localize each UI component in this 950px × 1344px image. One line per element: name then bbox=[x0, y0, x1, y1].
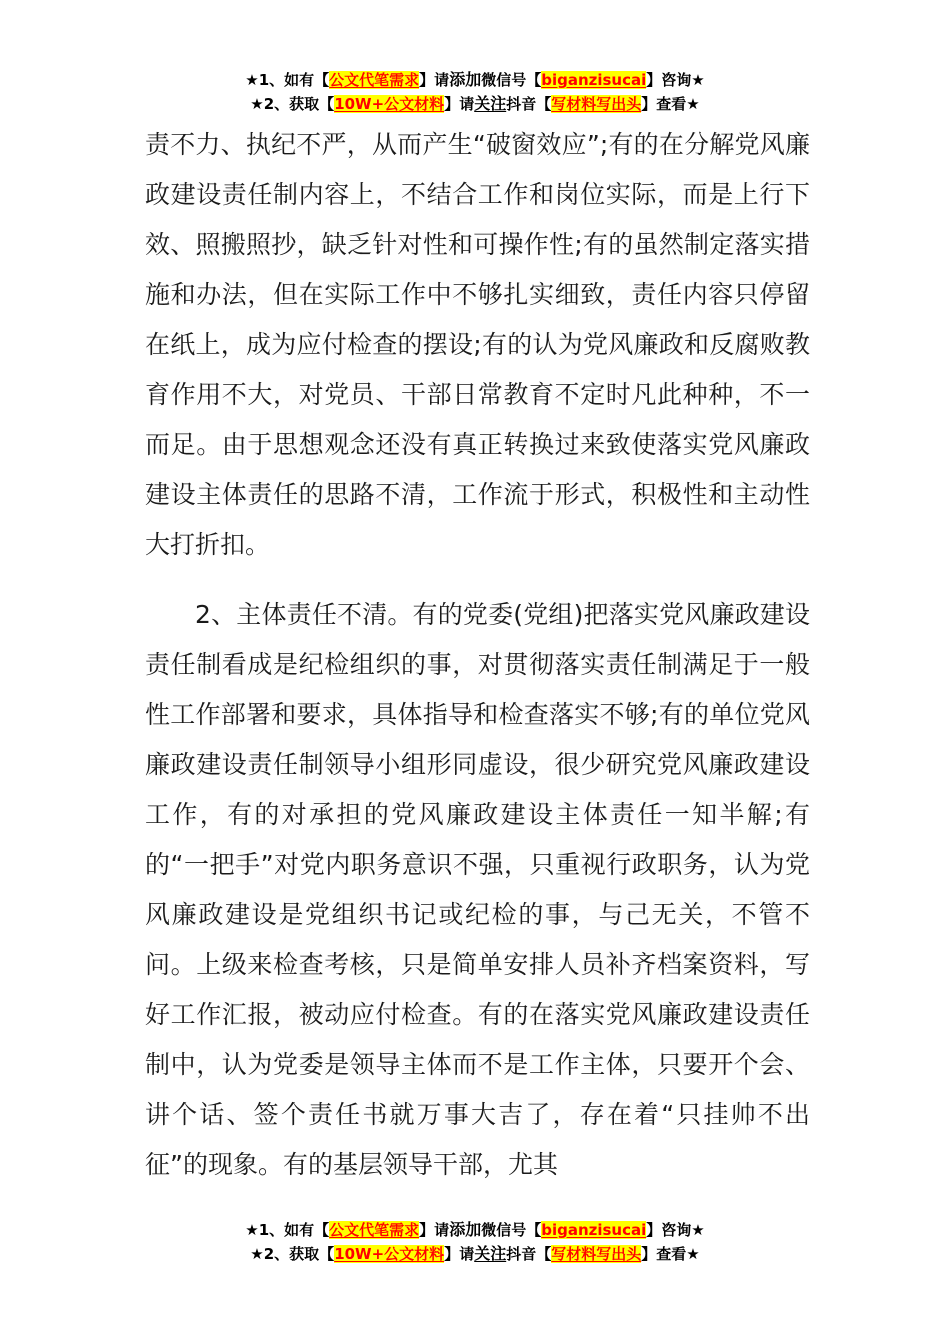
service-highlight: 公文代笔需求 bbox=[329, 1221, 420, 1239]
banner-text: 抖音【 bbox=[506, 95, 552, 113]
banner-text: 】请 bbox=[419, 1221, 450, 1239]
materials-highlight: 10W+公文材料 bbox=[334, 1245, 445, 1263]
banner-text: 】请 bbox=[444, 95, 475, 113]
banner-emphasis: 添加 bbox=[449, 1220, 482, 1239]
banner-line-2 bbox=[0, 92, 950, 116]
banner-emphasis: 关注 bbox=[474, 94, 507, 113]
douyin-account-highlight: 写材料写出头 bbox=[551, 1245, 642, 1263]
douyin-account-highlight: 写材料写出头 bbox=[551, 95, 642, 113]
banner-line-1 bbox=[0, 68, 950, 92]
banner-text: ★2、获取【 bbox=[250, 1245, 335, 1263]
body-paragraph-1: 责不力、执纪不严，从而产生“破窗效应”;有的在分解党风廉政建设责任制内容上，不结合工作和岗位实际，而是上行下效、照搬照抄，缺乏针对性和可操作性;有的虽然制定落实措施和办法，但在实际工作中不够扎实细致，责任内容只停留在纸上，成为应付检查的摆设;有的认为党风廉政和反腐败教育作用不大，对党员、干部日常教育不定时凡此种种，不一而足。由于思想观念还没有真正转换过来致使落实党风廉政建设主体责任的思路不清，工作流于形式，积极性和主动性大打折扣。 bbox=[145, 130, 810, 559]
banner-text: ★1、如有【 bbox=[245, 71, 330, 89]
banner-text: ★2、获取【 bbox=[250, 95, 335, 113]
banner-text: 】请 bbox=[444, 1245, 475, 1263]
banner-text: 微信号【 bbox=[481, 1221, 542, 1239]
banner-emphasis: 添加 bbox=[449, 70, 482, 89]
banner-text: 微信号【 bbox=[481, 71, 542, 89]
footer-banner bbox=[0, 1218, 950, 1266]
wechat-id-highlight: biganzisucai bbox=[541, 1221, 647, 1239]
banner-text: 抖音【 bbox=[506, 1245, 552, 1263]
banner-text: 】请 bbox=[419, 71, 450, 89]
banner-emphasis: 关注 bbox=[474, 1244, 507, 1263]
banner-line-2 bbox=[0, 1242, 950, 1266]
body-paragraph-2: 2、主体责任不清。有的党委(党组)把落实党风廉政建设责任制看成是纪检组织的事，对贯彻落实责任制满足于一般性工作部署和要求，具体指导和检查落实不够;有的单位党风廉政建设责任制领导小组形同虚设，很少研究党风廉政建设工作，有的对承担的党风廉政建设主体责任一知半解;有的“一把手”对党内职务意识不强，只重视行政职务，认为党风廉政建设是党组织书记或纪检的事，与己无关，不管不问。上级来检查考核，只是简单安排人员补齐档案资料，写好工作汇报，被动应付检查。有的在落实党风廉政建设责任制中，认为党委是领导主体而不是工作主体，只要开个会、讲个话、签个责任书就万事大吉了，存在着“只挂帅不出征”的现象。有的基层领导干部，尤其 bbox=[145, 600, 810, 1179]
banner-text: ★1、如有【 bbox=[245, 1221, 330, 1239]
banner-text: 】咨询★ bbox=[646, 71, 705, 89]
banner-text: 】咨询★ bbox=[646, 1221, 705, 1239]
header-banner bbox=[0, 68, 950, 116]
banner-text: 】查看★ bbox=[641, 1245, 700, 1263]
banner-line-1 bbox=[0, 1218, 950, 1242]
materials-highlight: 10W+公文材料 bbox=[334, 95, 445, 113]
service-highlight: 公文代笔需求 bbox=[329, 71, 420, 89]
banner-text: 】查看★ bbox=[641, 95, 700, 113]
wechat-id-highlight: biganzisucai bbox=[541, 71, 647, 89]
